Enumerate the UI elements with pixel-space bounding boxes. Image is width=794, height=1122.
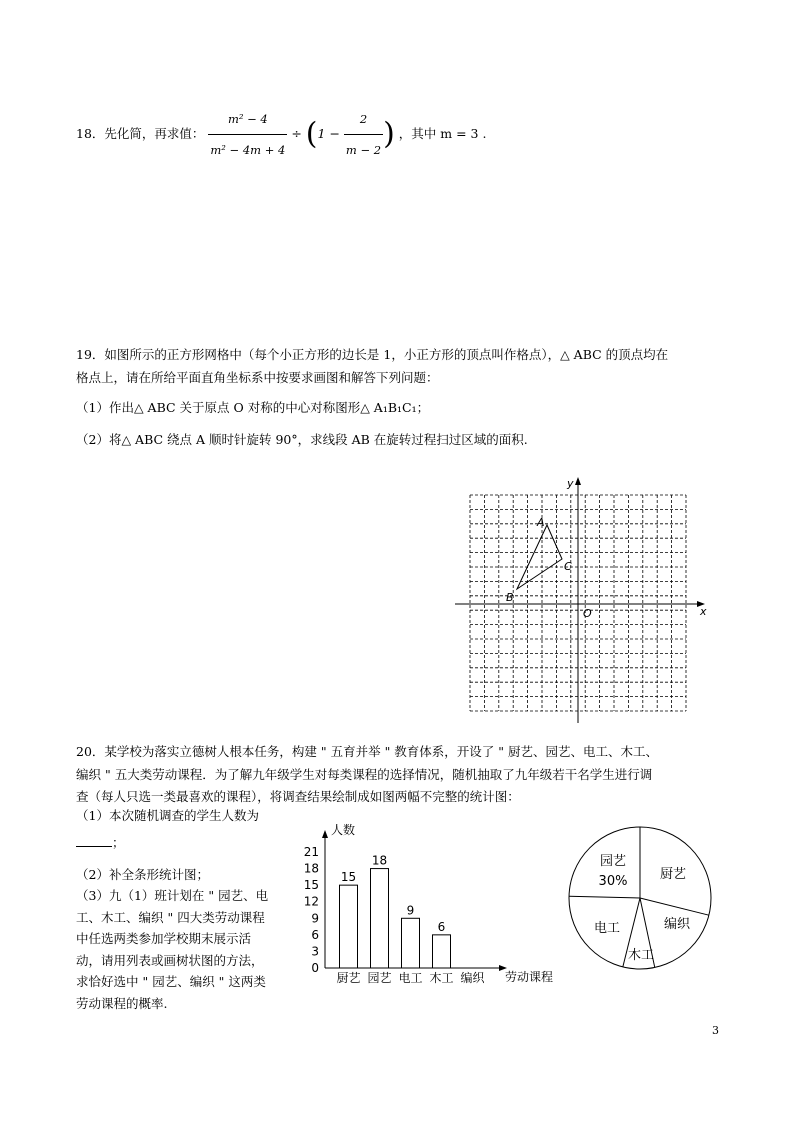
bar-y-tick-label: 9 xyxy=(311,911,319,926)
q20-part-2: （2）补全条形统计图； xyxy=(76,867,209,882)
bar-电工 xyxy=(402,918,420,968)
bar-category-label: 编织 xyxy=(460,971,485,985)
x-axis-label: x xyxy=(700,605,707,618)
q20-part-3 xyxy=(76,885,268,1014)
q18-division-sign: ÷ xyxy=(291,126,302,141)
bar-y-tick-label: 6 xyxy=(311,927,319,942)
bar-data-label: 9 xyxy=(406,903,415,918)
bar-y-tick-label: 18 xyxy=(303,861,319,876)
bar-y-tick-label: 0 xyxy=(311,961,319,975)
q18-one-minus: 1 − xyxy=(317,126,340,141)
bar-y-axis-arrow xyxy=(322,830,328,838)
bar-chart xyxy=(295,818,565,988)
pie-slice-value: 30% xyxy=(598,874,628,889)
bar-木工 xyxy=(433,935,451,968)
q18-frac2-denominator: m − 2 xyxy=(344,134,383,165)
bar-data-label: 18 xyxy=(371,853,388,868)
bar-category-label: 厨艺 xyxy=(336,971,361,985)
pie-slice-label: 木工 xyxy=(627,948,655,963)
bar-y-tick-label: 21 xyxy=(303,845,319,859)
q20-part-3-line: 工、木工、编织 " 四大类劳动课程 xyxy=(76,909,265,925)
pie-slice-label: 厨艺 xyxy=(659,867,687,882)
q18-suffix: ，其中 m = 3 . xyxy=(398,126,487,141)
q20-part-3-line: 求恰好选中 " 园艺、编织 " 这两类 xyxy=(76,974,266,989)
q20-part-3-line: 动，请用列表或画树状图的方法， xyxy=(76,952,264,968)
q20-part-1-text: （1）本次随机调查的学生人数为 xyxy=(76,808,259,823)
pie-slice-label: 电工 xyxy=(593,921,621,936)
pie-slice-label: 园艺 xyxy=(599,854,627,869)
q20-part-3-line: 劳动课程的概率. xyxy=(76,995,168,1011)
bar-data-label: 15 xyxy=(340,870,357,885)
q18-fraction-1 xyxy=(208,104,287,165)
bar-category-label: 木工 xyxy=(429,971,454,985)
q20-line-2: 编织 " 五大类劳动课程．为了解九年级学生对每类课程的选择情况，随机抽取了九年级若干名学生进行调 xyxy=(76,767,653,782)
q18-frac1-numerator: m² − 4 xyxy=(227,112,268,126)
answer-blank[interactable] xyxy=(76,834,112,847)
y-axis-label: y xyxy=(567,477,574,490)
origin-label: O xyxy=(583,607,592,620)
pie-slice-label: 编织 xyxy=(663,917,691,932)
point-b-label: B xyxy=(506,591,514,604)
q18-frac1-denominator: m² − 4m + 4 xyxy=(208,134,287,165)
question-18: 18．先化简，再求值： $\frac{\text{m² − 4}}{\text{m² − 4m + 4}}$ ÷ (1 − $\frac{2}{m - 2}$ ) ，其中 m = 3 . xyxy=(76,104,486,165)
q19-line-1: 19．如图所示的正方形网格中（每个小正方形的边长是 1，小正方形的顶点叫作格点），△ ABC 的顶点均在 xyxy=(76,347,669,362)
q19-part-1: （1）作出△ ABC 关于原点 O 对称的中心对称图形△ A₁B₁C₁； xyxy=(76,400,430,415)
q19-line-2: 格点上，请在所给平面直角坐标系中按要求画图和解答下列问题： xyxy=(76,370,439,385)
pie-chart xyxy=(565,823,715,973)
q18-fraction-2 xyxy=(344,104,383,165)
bar-category-label: 电工 xyxy=(398,971,423,985)
q20-line-3: 查（每人只选一类最喜欢的课程），将调查结果绘制成如图两幅不完整的统计图： xyxy=(76,789,520,804)
y-axis-arrow xyxy=(575,477,581,485)
bar-y-tick-label: 15 xyxy=(303,878,319,893)
bar-data-label: 6 xyxy=(437,919,446,934)
q20-part-3-line: 中任选两类参加学校期末展示活 xyxy=(76,931,252,946)
bar-y-tick-label: 12 xyxy=(303,894,319,909)
q20-part-1-answer xyxy=(76,833,125,853)
bar-厨艺 xyxy=(340,885,358,968)
coordinate-grid-figure xyxy=(455,475,715,725)
q20-line-1: 20．某学校为落实立德树人根本任务，构建 " 五育并举 " 教育体系，开设了 " 厨艺、园艺、电工、木工、 xyxy=(76,744,658,759)
q19-part-2: （2）将△ ABC 绕点 A 顺时针旋转 90°，求线段 AB 在旋转过程扫过区域的面积. xyxy=(76,432,528,447)
bar-y-tick-label: 3 xyxy=(311,944,319,959)
bar-y-axis-label: 人数 xyxy=(331,823,356,837)
q18-frac2-numerator: 2 xyxy=(359,112,368,126)
point-c-label: C xyxy=(564,560,572,573)
triangle-abc xyxy=(517,525,562,589)
bar-x-axis-label: 劳动课程 xyxy=(505,970,554,984)
page-number: 3 xyxy=(712,1024,719,1037)
point-a-label: A xyxy=(537,516,545,529)
q20-part-1-end: ； xyxy=(112,835,125,850)
q18-prefix: 18．先化简，再求值： xyxy=(76,126,205,141)
q20-part-1 xyxy=(76,806,259,826)
bar-category-label: 园艺 xyxy=(367,971,392,985)
bar-园艺 xyxy=(371,869,389,968)
q20-part-3-line: （3）九（1）班计划在 " 园艺、电 xyxy=(76,888,269,903)
